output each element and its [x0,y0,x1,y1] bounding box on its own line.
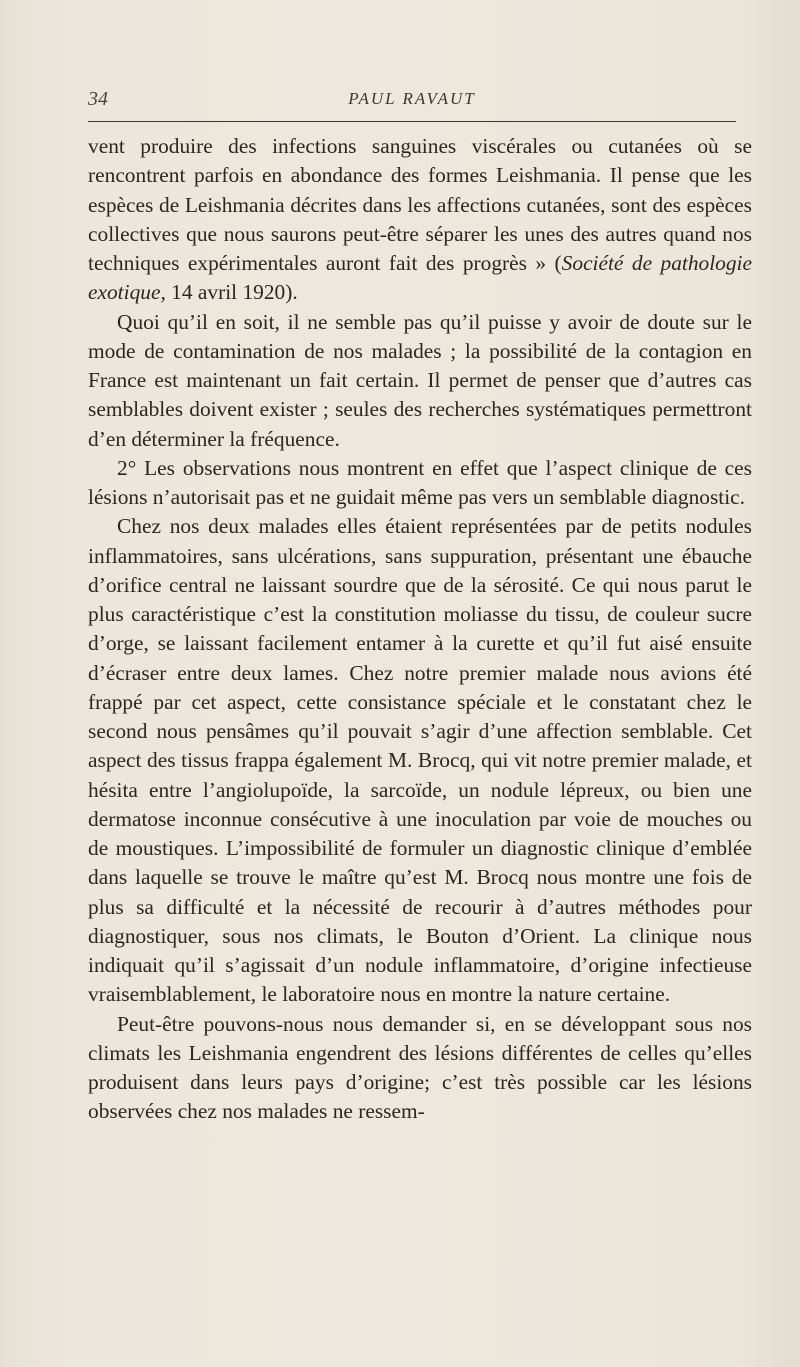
paragraph-text: 2° Les observations nous montrent en effet que l’aspect clinique de ces lésions n’autorisait pas et ne guidait même pas vers un semblable diagnostic. [88,455,752,509]
body-text [88,132,752,1127]
page-header [88,84,736,114]
running-head: PAUL RAVAUT [348,89,476,108]
paragraph [88,1010,752,1127]
paragraph-text: Quoi qu’il en soit, il ne semble pas qu’il puisse y avoir de doute sur le mode de contamination de nos malades ; la possibilité de la contagion en France est maintenant un fait certain. Il permet de penser que d’autres cas semblables doivent exister ; seules des recherches systématiques permettront d’en déterminer la fréquence. [88,309,752,451]
paragraph-text: vent produire des infections sanguines viscérales ou cutanées où se rencontrent parfois en abondance des formes Leishmania. Il pense que les espèces de Leishmania décrites dans les affections cutanées, sont des espèces collectives que nous saurons peut-être séparer les unes des autres quand nos techniques expérimentales auront fait des progrès » ( [88,134,752,275]
page-number: 34 [88,88,108,110]
citation-title: Société de pathologie exotique, [88,251,752,305]
paragraph [88,308,752,454]
header-rule [88,121,736,122]
paragraph [88,512,752,1009]
paragraph-text: 14 avril 1920). [165,280,298,305]
paragraph [88,454,752,513]
paragraph-text: Peut-être pouvons-nous nous demander si, en se développant sous nos climats les Leishmania engendrent des lésions différentes de celles qu’elles produisent dans leurs pays d’origine; c’est très possible car les lésions observées chez nos malades ne ressem- [88,1011,752,1124]
paragraph [88,132,752,308]
paragraph-text: Chez nos deux malades elles étaient représentées par de petits nodules inflammatoires, sans ulcérations, sans suppuration, présentant une ébauche d’orifice central ne laissant sourdre que de la sérosité. Ce qui nous parut le plus caractéristique c’est la constitution moliasse du tissu, de couleur sucre d’orge, se laissant facilement entamer à la curette et qu’il fut aisé ensuite d’écraser entre deux lames. Chez notre premier malade nous avions été frappé par cet aspect, cette consistance spéciale et le constatant chez le second nous pensâmes qu’il pouvait s’agir d’une affection semblable. Cet aspect des tissus frappa également M. Brocq, qui vit notre premier malade, et hésita entre l’angiolupoïde, la sarcoïde, un nodule lépreux, ou bien une dermatose inconnue consécutive à une inoculation par voie de mouches ou de moustiques. L’impossibilité de formuler un diagnostic clinique d’emblée dans laquelle se trouve le maître qu’est M. Brocq nous montre une fois de plus sa difficulté et la nécessité de recourir à d’autres méthodes pour diagnostiquer, sous nos climats, le Bouton d’Orient. La clinique nous indiquait qu’il s’agissait d’un nodule inflammatoire, d’origine infectieuse vraisemblablement, le laboratoire nous en montre la nature certaine. [88,514,752,1007]
